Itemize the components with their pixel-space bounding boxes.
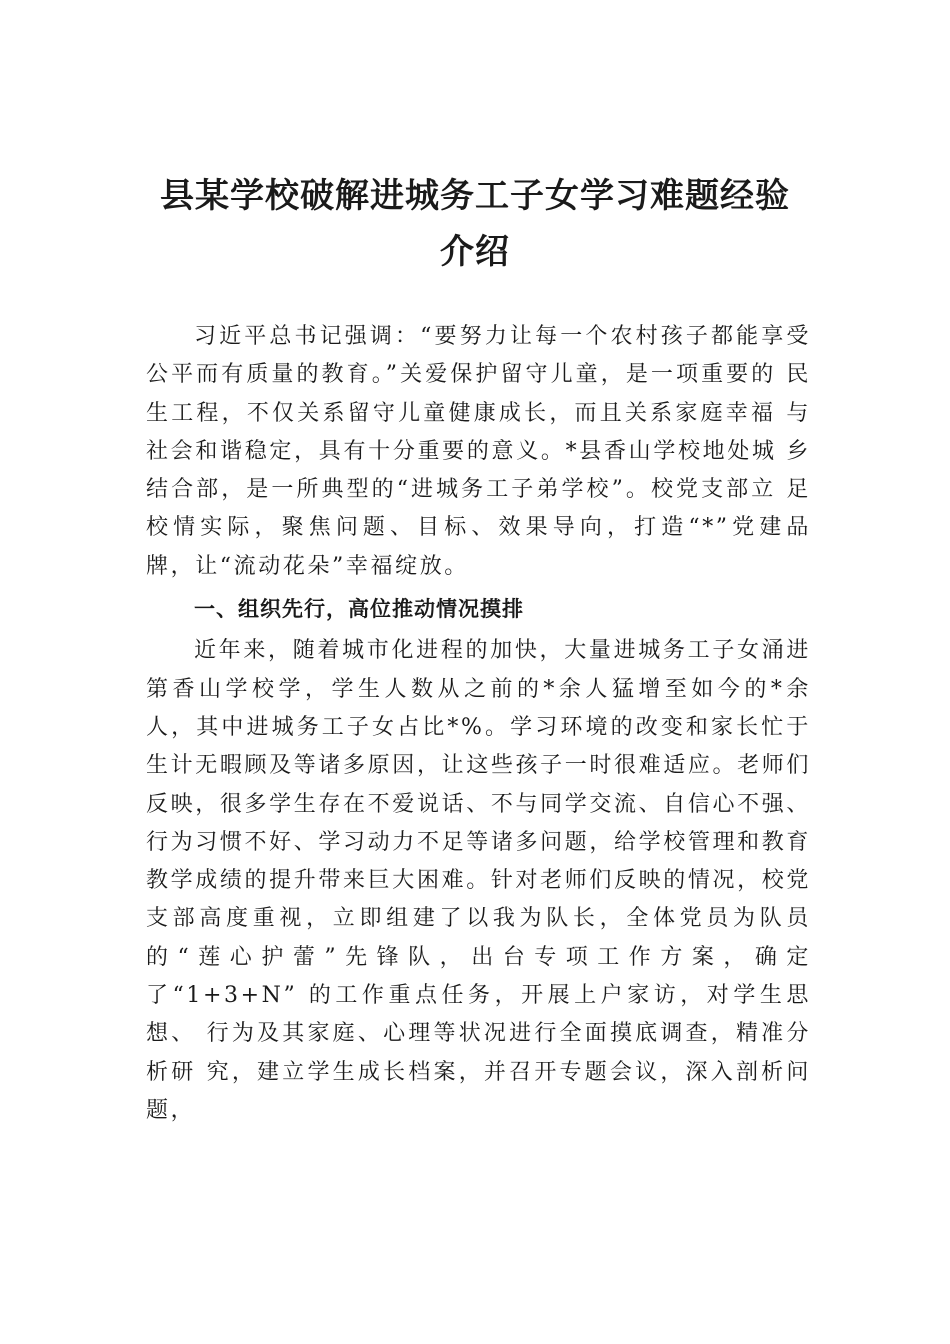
document-body [146,318,811,1130]
document-title [140,168,810,280]
section-1-paragraph: 近年来，随着城市化进程的加快，大量进城务工子女涌进第香山学校学，学生人数从之前的*余人猛增至如今的*余人，其中进城务工子女占比*%。学习环境的改变和家长忙于生计无暇顾及等诸多原因，让这些孩子一时很难适应。老师们反映，很多学生存在不爱说话、不与同学交流、自信心不强、行为习惯不好、学习动力不足等诸多问题，给学校管理和教育教学成绩的提升带来巨大困难。针对老师们反映的情况，校党支部高度重视，立即组建了以我为队长，全体党员为队员的“莲心护蕾”先锋队，出台专项工作方案，确定了“1+3+N” 的工作重点任务，开展上户家访，对学生思想、 行为及其家庭、心理等状况进行全面摸底调查，精准分析研 究，建立学生成长档案，并召开专题会议，深入剖析问题， [146,638,811,1123]
intro-paragraph: 习近平总书记强调：“要努力让每一个农村孩子都能享受公平而有质量的教育。”关爱保护留守儿童，是一项重要的 民生工程，不仅关系留守儿童健康成长，而且关系家庭幸福 与社会和谐稳定，具有十分重要的意义。*县香山学校地处城 乡结合部，是一所典型的“进城务工子弟学校”。校党支部立 足校情实际，聚焦问题、目标、效果导向，打造“*”党建品 牌，让“流动花朵”幸福绽放。 [146,324,811,579]
title-line-2: 介绍 [440,232,510,272]
section-1-heading: 一、组织先行，高位推动情况摸排 [194,597,524,622]
title-line-1: 县某学校破解进城务工子女学习难题经验 [160,176,790,216]
